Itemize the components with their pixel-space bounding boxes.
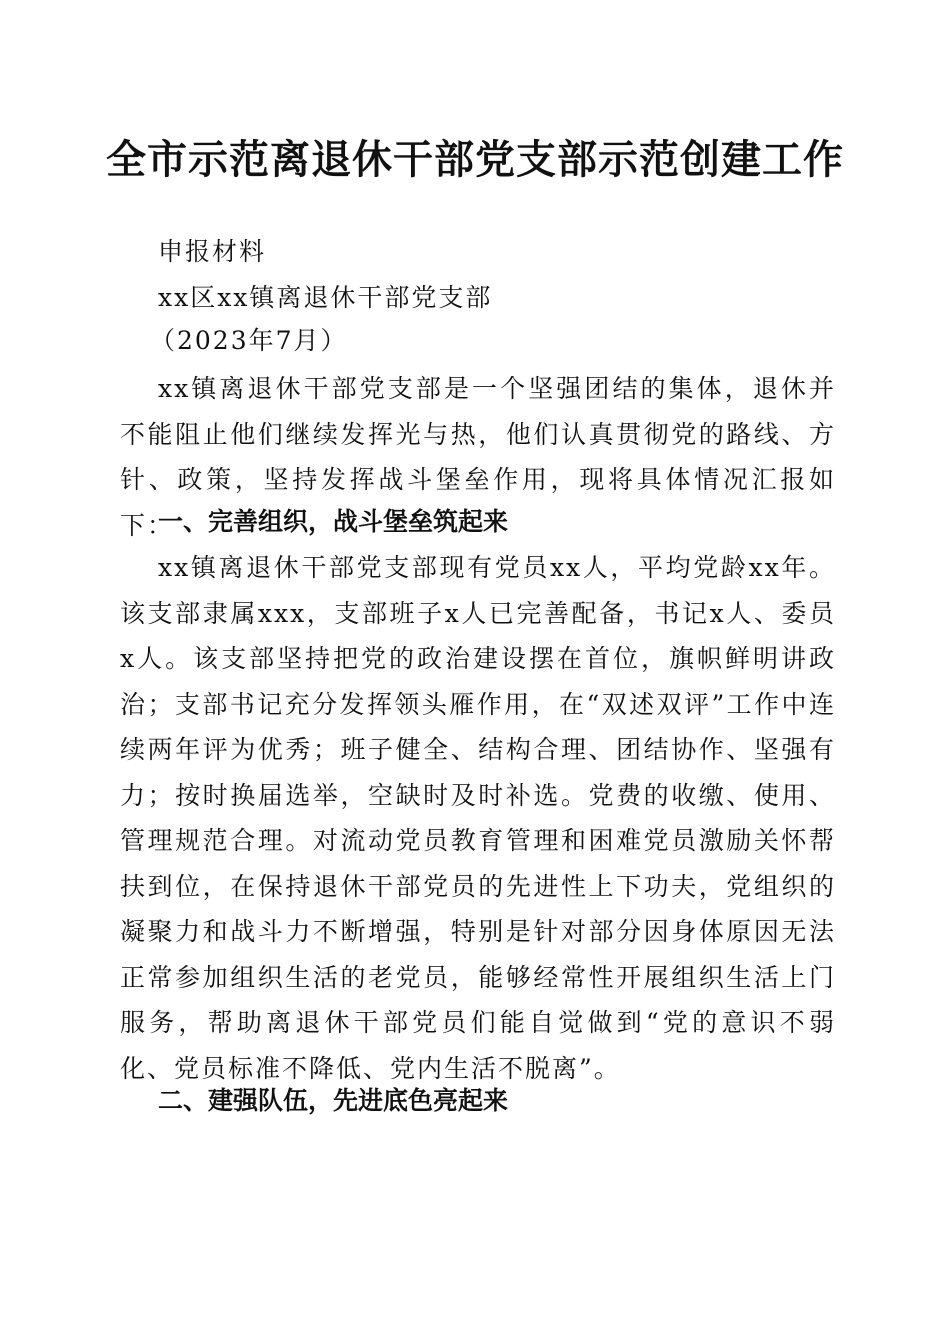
document-date: （2023年7月） [150,326,348,355]
intro-paragraph: xx镇离退休干部党支部是一个坚强团结的集体，退休并不能阻止他们继续发挥光与热，他们认真贯彻党的路线、方针、政策，坚持发挥战斗堡垒作用，现将具体情况汇报如下： [120,374,836,540]
organization-name: xx区xx镇离退休干部党支部 [158,283,493,312]
section-1-heading: 一、完善组织，战斗堡垒筑起来 [158,507,509,536]
section-1-paragraph: xx镇离退休干部党支部现有党员xx人，平均党龄xx年。该支部隶属xxx，支部班子x人已完善配备，书记x人、委员x人。该支部坚持把党的政治建设摆在首位，旗帜鲜明讲政治；支部书记充分发挥领头雁作用，在“双述双评”工作中连续两年评为优秀；班子健全、结构合理、团结协作、坚强有力；按时换届选举，空缺时及时补选。党费的收缴、使用、管理规范合理。对流动党员教育管理和困难党员激励关怀帮扶到位，在保持退休干部党员的先进性上下功夫，党组织的凝聚力和战斗力不断增强，特别是针对部分因身体原因无法正常参加组织生活的老党员，能够经常性开展组织生活上门服务，帮助离退休干部党员们能自觉做到“党的意识不弱化、党员标准不降低、党内生活不脱离”。 [120,553,836,1083]
document-subtitle: 申报材料 [158,237,267,266]
document-title: 全市示范离退休干部党支部示范创建工作 [106,136,844,183]
section-2-heading: 二、建强队伍，先进底色亮起来 [158,1086,509,1115]
